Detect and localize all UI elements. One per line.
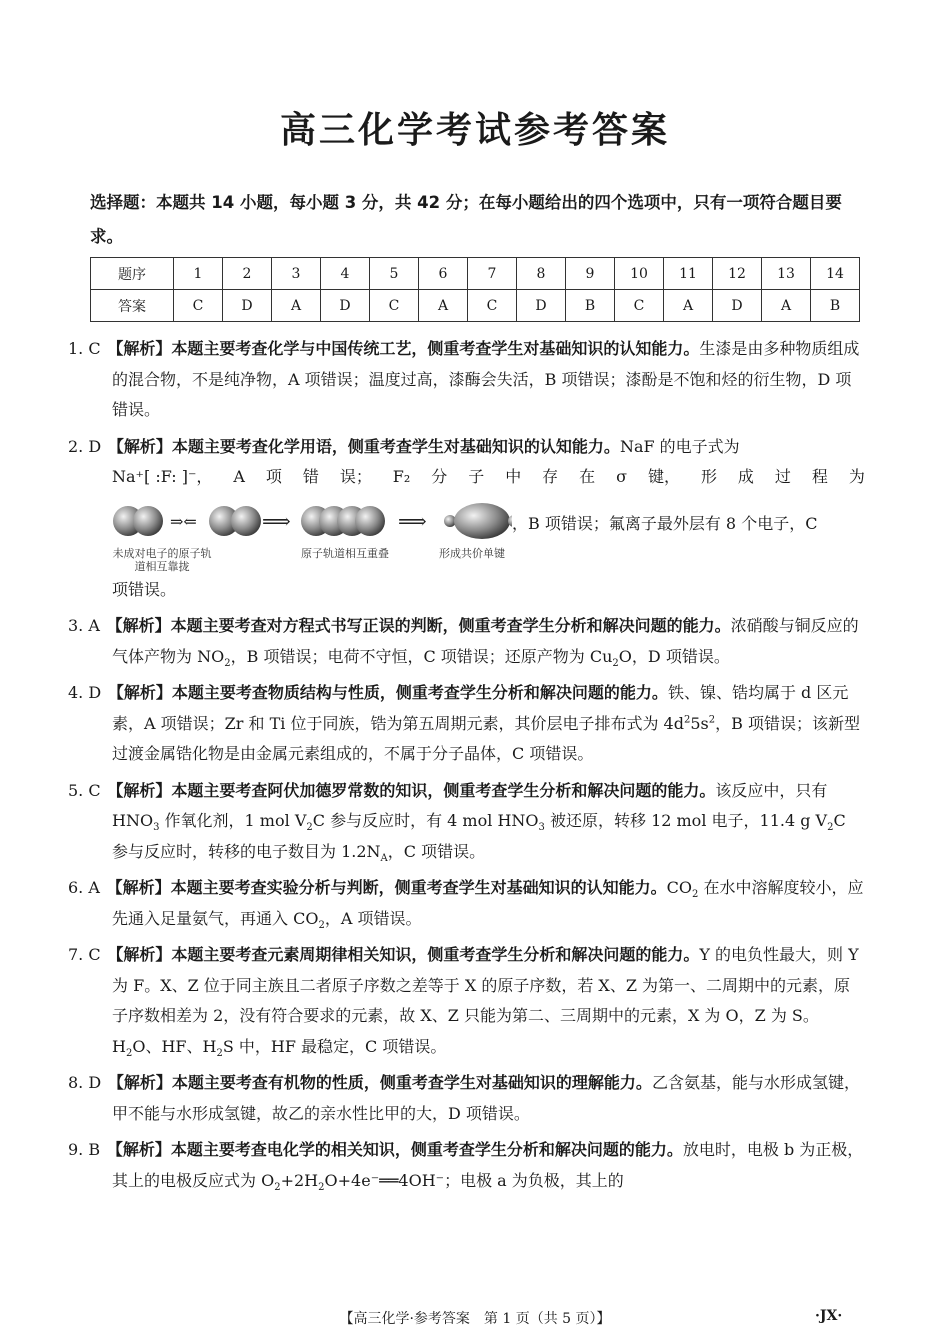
q-number: 10 bbox=[615, 258, 664, 290]
q-number: 11 bbox=[664, 258, 713, 290]
caption-single-bond: 形成共价单键 bbox=[439, 546, 505, 560]
approaching-orbitals bbox=[209, 506, 261, 536]
answer-cell: D bbox=[517, 290, 566, 322]
q-number: 14 bbox=[811, 258, 860, 290]
answer-cell: B bbox=[566, 290, 615, 322]
q-number: 5 bbox=[370, 258, 419, 290]
explanation-1: 1. C 【解析】本题主要考查化学与中国传统工艺，侧重考查学生对基础知识的认知能力。生漆是由多种物质组成的混合物，不是纯净物，A 项错误；温度过高，漆酶会失活，B 项错误；漆酚是不饱和烃的衍生物，D 项错误。 bbox=[68, 339, 860, 419]
table-row-answers bbox=[91, 290, 860, 322]
answer-cell: B bbox=[811, 290, 860, 322]
page-footer: 【高三化学·参考答案 第 1 页（共 5 页）】 bbox=[339, 1311, 611, 1327]
q-number: 2 bbox=[223, 258, 272, 290]
answer-cell: C bbox=[468, 290, 517, 322]
orbital-overlap-diagram bbox=[112, 497, 512, 575]
q-number: 6 bbox=[419, 258, 468, 290]
row-label-number: 题序 bbox=[91, 258, 174, 290]
answer-cell: D bbox=[223, 290, 272, 322]
page-title: 高三化学考试参考答案 bbox=[279, 109, 670, 151]
q-number: 8 bbox=[517, 258, 566, 290]
explanation-3: 3. A 【解析】本题主要考查对方程式书写正误的判断，侧重考查学生分析和解决问题的能力。浓硝酸与铜反应的气体产物为 $NO_2$，B 项错误；电荷不守恒，C 项错误；还原产物为 $Cu_2O$，D 项错误。 bbox=[68, 616, 859, 669]
approach-arrows-icon: ⇒⇐ bbox=[170, 511, 197, 531]
explanation-6: 6. A 【解析】本题主要考查实验分析与判断，侧重考查学生对基础知识的认知能力。$CO_2$ 在水中溶解度较小，应先通入足量氨气，再通入 $CO_2$，A 项错误。 bbox=[68, 878, 864, 931]
answer-table bbox=[90, 257, 860, 322]
explanation-7: 7. C 【解析】本题主要考查元素周期律相关知识，侧重考查学生分析和解决问题的能力。Y 的电负性最大，则 Y 为 F。X、Z 位于同主族且二者原子序数之差等于 X 的原子序数，若 X、Z 为第一、二周期中的元素，原子序数相差为 2，没有符合要求的元素，故 X、Z 只能为第二、三周期中的元素，X 为 O，Z 为 S。$H_2O$、HF、$H_2S$ 中，HF 最稳定，C 项错误。 bbox=[68, 945, 859, 1059]
section-intro: 选择题：本题共 14 小题，每小题 3 分，共 42 分；在每小题给出的四个选项中，只有一项符合题目要求。 bbox=[90, 193, 842, 246]
orbital-figure bbox=[112, 497, 512, 547]
explanation-2: 2. D 【解析】本题主要考查化学用语，侧重考查学生对基础知识的认知能力。NaF 的电子式为 Na⁺[ :F: ]⁻， A 项 错 误； F₂ 分 子 中 存 在 σ 键， 形 成 过 程 为 ⇒⇐ ⟹ ⟹ 未成对电子的原子轨道相互靠拢 原子轨道相互重叠 形成共价单键 ，B 项错误；氟离子最外层有 8 个电子，C 项错误。 bbox=[68, 436, 865, 599]
q-number: 7 bbox=[468, 258, 517, 290]
explanation-9: 9. B 【解析】本题主要考查电化学的相关知识，侧重考查学生分析和解决问题的能力。放电时，电极 b 为正极，其上的电极反应式为 $O_2+2H_2O+4e^-══4OH^-$；电极 a 为负极，其上的 bbox=[68, 1140, 864, 1193]
answer-cell: D bbox=[321, 290, 370, 322]
answer-cell: C bbox=[174, 290, 223, 322]
explanation-5: 5. C 【解析】本题主要考查阿伏加德罗常数的知识，侧重考查学生分析和解决问题的能力。该反应中，只有 $HNO_3$ 作氧化剂，1 mol $V_2C$ 参与反应时，有 4 mol $HNO_3$ 被还原，转移 12 mol 电子，11.4 g $V_2C$ 参与反应时，转移的电子数目为 $1.2N_A$，C 项错误。 bbox=[68, 780, 846, 864]
arrow-right-icon: ⟹ bbox=[398, 508, 427, 533]
q-number: 4 bbox=[321, 258, 370, 290]
formula-line: Na⁺[ :F: ]⁻， A 项 错 误； F₂ 分 子 中 存 在 σ 键， 形 成 过 程 为 bbox=[112, 462, 865, 493]
orbital-overlap-row: ⇒⇐ ⟹ ⟹ 未成对电子的原子轨道相互靠拢 原子轨道相互重叠 形成共价单键 ，B 项错误；氟离子最外层有 8 个电子，C bbox=[112, 497, 865, 575]
answer-cell: A bbox=[272, 290, 321, 322]
table-row-numbers bbox=[91, 258, 860, 290]
answer-cell: A bbox=[762, 290, 811, 322]
q-number: 9 bbox=[566, 258, 615, 290]
answer-cell: C bbox=[370, 290, 419, 322]
caption-overlap: 原子轨道相互重叠 bbox=[301, 546, 389, 560]
overlapping-orbitals bbox=[301, 506, 385, 536]
bonded-orbital bbox=[444, 503, 512, 539]
footer-mark: ·JX· bbox=[815, 1308, 843, 1324]
answer-cell: A bbox=[664, 290, 713, 322]
caption-approach: 未成对电子的原子轨道相互靠拢 bbox=[112, 546, 212, 573]
electron-formula: Na⁺[ :F: ]⁻， bbox=[112, 467, 213, 486]
answer-cell: A bbox=[419, 290, 468, 322]
answer-cell: D bbox=[713, 290, 762, 322]
arrow-right-icon: ⟹ bbox=[262, 508, 291, 533]
answer-cell: C bbox=[615, 290, 664, 322]
q-number: 13 bbox=[762, 258, 811, 290]
q-number: 1 bbox=[174, 258, 223, 290]
row-label-answer: 答案 bbox=[91, 290, 174, 322]
q-number: 12 bbox=[713, 258, 762, 290]
explanation-8: 8. D 【解析】本题主要考查有机物的性质，侧重考查学生对基础知识的理解能力。乙含氨基，能与水形成氢键，甲不能与水形成氢键，故乙的亲水性比甲的大，D 项错误。 bbox=[68, 1073, 860, 1123]
q-number: 3 bbox=[272, 258, 321, 290]
explanations bbox=[68, 334, 865, 1202]
explanation-4: 4. D 【解析】本题主要考查物质结构与性质，侧重考查学生分析和解决问题的能力。铁、镍、锆均属于 d 区元素，A 项错误；Zr 和 Ti 位于同族，锆为第五周期元素，其价层电子排布式为 $4d^25s^2$，B 项错误；该新型过渡金属锆化物是由金属元素组成的，不属于分子晶体，C 项错误。 bbox=[68, 683, 860, 763]
separated-orbitals bbox=[113, 506, 163, 536]
